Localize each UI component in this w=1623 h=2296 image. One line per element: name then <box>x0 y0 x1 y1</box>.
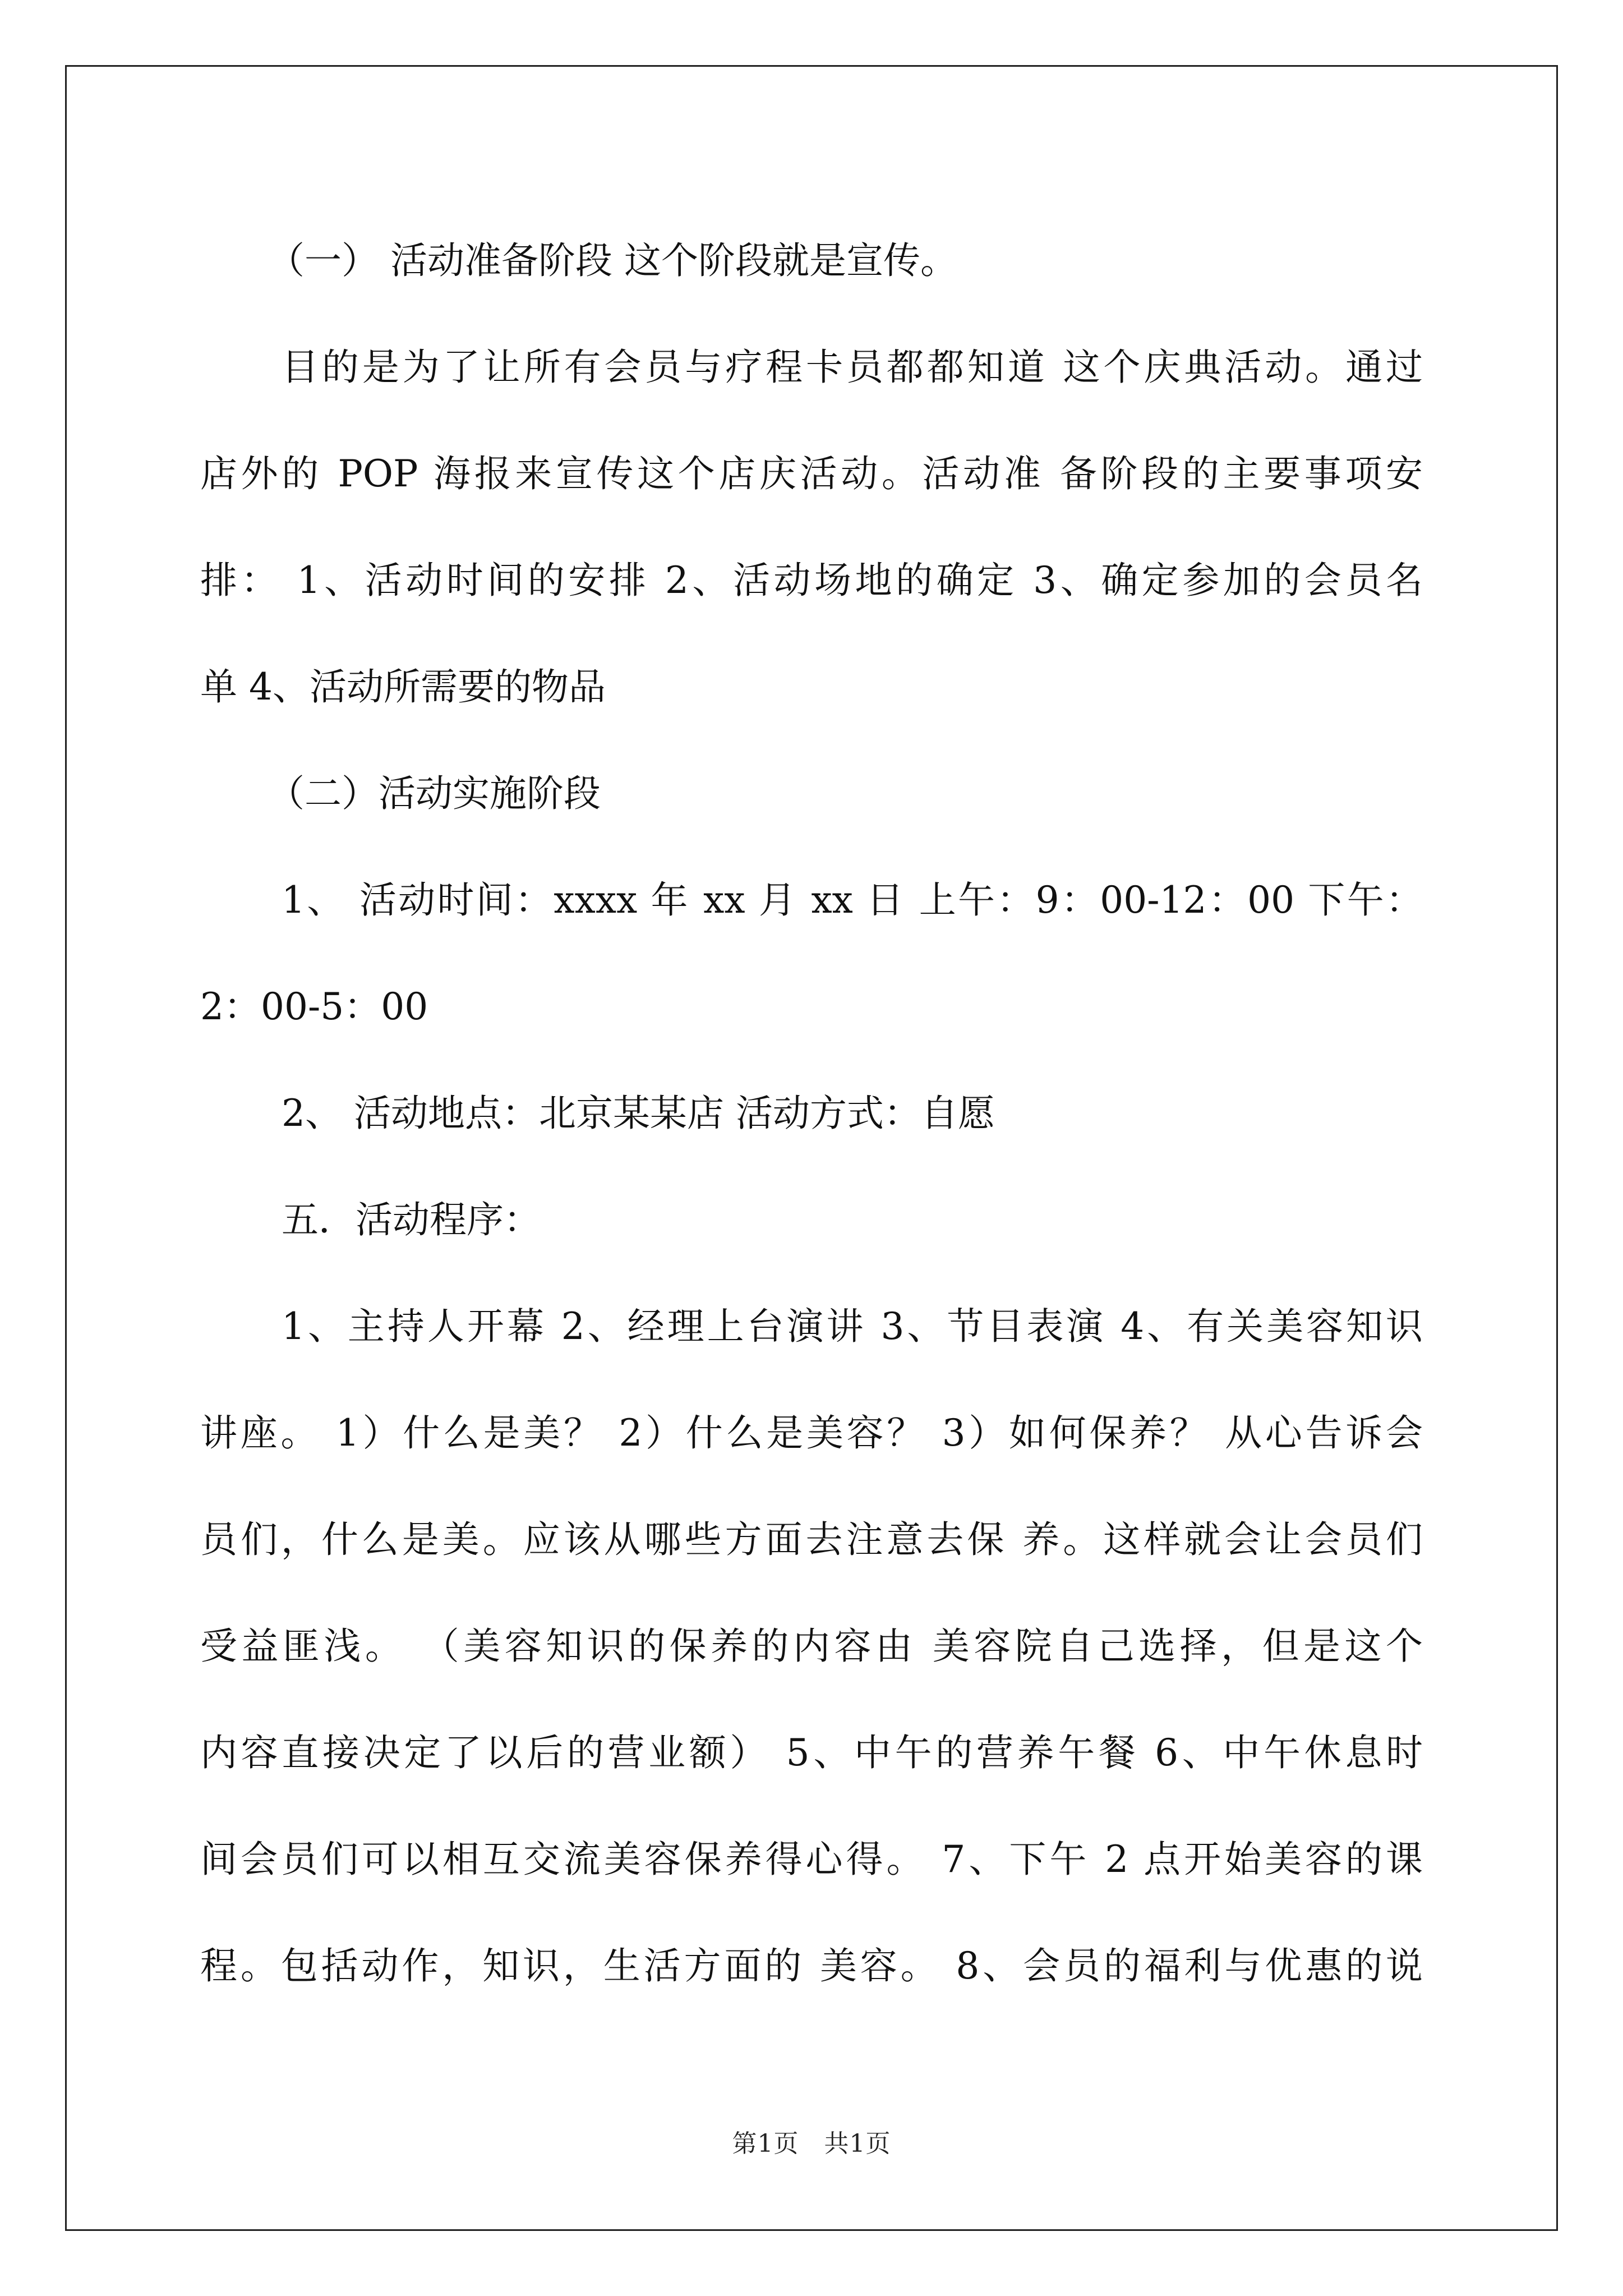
document-body <box>200 208 1423 2019</box>
text-line: 1、主持人开幕 2、经理上台演讲 3、节目表演 4、有关美容知识 <box>282 1305 1423 1348</box>
text-line: 单 4、活动所需要的物品 <box>200 665 606 708</box>
text-line: 员们，什么是美。应该从哪些方面去注意去保 养。这样就会让会员们 <box>200 1518 1423 1561</box>
text-line: 内容直接决定了以后的营业额） 5、中午的营养午餐 6、中午休息时 <box>200 1731 1423 1774</box>
text-line: 程。包括动作，知识，生活方面的 美容。 8、会员的福利与优惠的说 <box>200 1944 1423 1987</box>
text-line: 讲座。 1）什么是美？ 2）什么是美容？ 3）如何保养？ 从心告诉会 <box>200 1411 1423 1455</box>
text-line: 店外的 POP 海报来宣传这个店庆活动。活动准 备阶段的主要事项安 <box>200 452 1423 495</box>
text-line: 排： 1、活动时间的安排 2、活动场地的确定 3、确定参加的会员名 <box>200 559 1423 602</box>
text-line: 2、 活动地点：北京某某店 活动方式：自愿 <box>282 1092 995 1135</box>
text-line: 1、 活动时间：xxxx 年 xx 月 xx 日 上午：9：00-12：00 下午： <box>282 878 1423 922</box>
text-line: （一） 活动准备阶段 这个阶段就是宣传。 <box>268 239 957 282</box>
section-heading: 五．活动程序： <box>282 1198 541 1241</box>
text-line: 间会员们可以相互交流美容保养得心得。 7、下午 2 点开始美容的课 <box>200 1838 1423 1881</box>
page-footer: 第1页 共1页 <box>732 2129 891 2158</box>
text-line: 受益匪浅。 （美容知识的保养的内容由 美容院自己选择，但是这个 <box>200 1625 1423 1668</box>
text-line: 2：00-5：00 <box>200 985 428 1028</box>
section-heading: （二）活动实施阶段 <box>268 772 601 815</box>
text-line: 目的是为了让所有会员与疗程卡员都都知道 这个庆典活动。通过 <box>282 346 1423 389</box>
